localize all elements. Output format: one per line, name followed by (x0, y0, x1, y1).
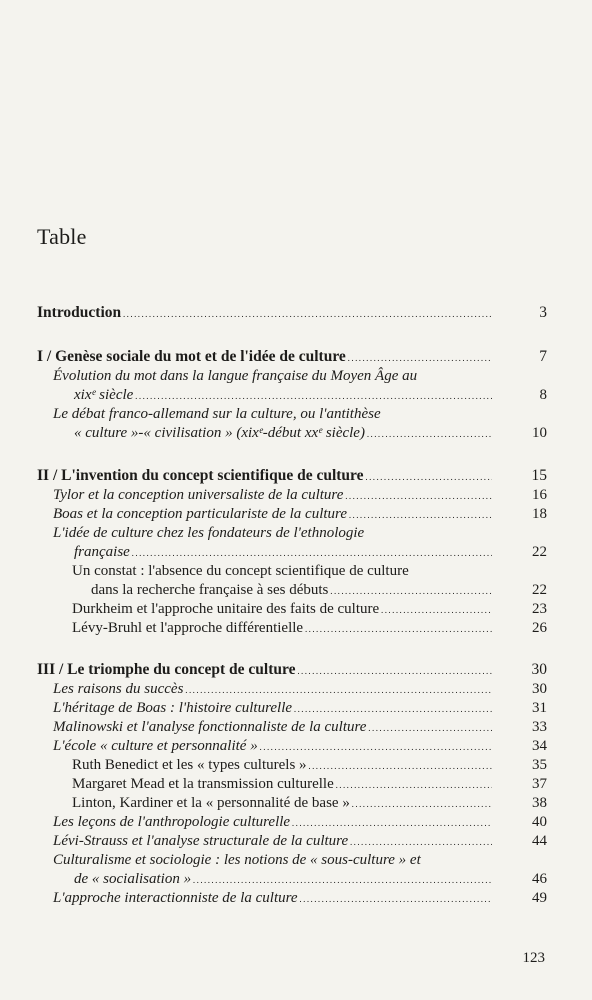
toc-entry-text: de « socialisation » (74, 871, 192, 887)
toc-entry (37, 850, 547, 870)
toc-entry (37, 812, 547, 832)
toc-entry-text: Margaret Mead et la transmission culturelle (72, 776, 334, 792)
toc-entry-text: Ruth Benedict et les « types culturels » (72, 757, 307, 773)
toc-entry-title (37, 504, 492, 524)
toc-entry-text: « culture »-« civilisation » (xixᵉ-début xxᵉ siècle) (74, 425, 365, 441)
toc-entry (37, 303, 547, 323)
toc-entry-text: Les raisons du succès (53, 681, 184, 697)
toc-entry-title (37, 850, 421, 870)
toc-entry-text: Un constat : l'absence du concept scientifique de culture (72, 563, 409, 579)
toc-entry-title (37, 561, 409, 581)
toc-entry-page: 30 (532, 681, 547, 697)
toc-entry (37, 618, 547, 638)
toc-entry (37, 523, 547, 543)
toc-entry-title (37, 366, 417, 386)
toc-entry-title (37, 774, 492, 794)
toc-entry-page: 46 (532, 871, 547, 887)
toc-entry (37, 599, 547, 619)
toc-entry-title (37, 660, 492, 680)
toc-entry-title (37, 755, 492, 775)
toc-entry-title (37, 812, 492, 832)
toc-entry-text: Tylor et la conception universaliste de la culture (53, 487, 344, 503)
toc-entry-title (37, 599, 492, 619)
toc-entry-text: Linton, Kardiner et la « personnalité de base » (72, 795, 350, 811)
toc-entry-page: 15 (531, 467, 547, 484)
toc-entry-text: Lévy-Bruhl et l'approche différentielle (72, 620, 304, 636)
toc-entry-text: Le débat franco-allemand sur la culture, ou l'antithèse (53, 406, 381, 422)
toc-entry (37, 423, 547, 443)
toc-entry (37, 366, 547, 386)
toc-entry-title (37, 385, 492, 405)
toc-entry (37, 485, 547, 505)
toc-entry-text: Les leçons de l'anthropologie culturelle (53, 814, 291, 830)
toc-entry-page: 31 (532, 700, 547, 716)
toc-entry-title (37, 869, 492, 889)
toc-entry (37, 755, 547, 775)
toc-entry-page: 30 (531, 661, 547, 678)
toc-entry-title (37, 466, 492, 486)
toc-entry-text: Malinowski et l'analyse fonctionnaliste de la culture (53, 719, 367, 735)
toc-entry-page: 23 (532, 601, 547, 617)
toc-entry-page: 26 (532, 620, 547, 636)
toc-entry-title (37, 618, 492, 638)
toc-entry (37, 561, 547, 581)
toc-entry (37, 869, 547, 889)
toc-entry-text: II / L'invention du concept scientifique de culture (37, 467, 364, 484)
page-title: Table (37, 224, 87, 249)
toc-entry-page: 49 (532, 890, 547, 906)
toc-entry (37, 385, 547, 405)
toc-entry-text: Culturalisme et sociologie : les notions de « sous-culture » et (53, 852, 421, 868)
toc-entry-text: dans la recherche française à ses débuts (91, 582, 329, 598)
toc-entry (37, 888, 547, 908)
toc-entry (37, 679, 547, 699)
toc-entry-title (37, 793, 492, 813)
toc-entry-page: 37 (532, 776, 547, 792)
toc-entry (37, 466, 547, 486)
toc-entry-text: L'approche interactionniste de la culture (53, 890, 298, 906)
toc-entry-title (37, 831, 492, 851)
toc-entry-text: Évolution du mot dans la langue française du Moyen Âge au (53, 368, 418, 384)
toc-entry (37, 736, 547, 756)
toc-entry (37, 404, 547, 424)
toc-entry-text: française (74, 544, 130, 560)
toc-entry (37, 542, 547, 562)
toc-entry-title (37, 404, 381, 424)
toc-entry-page: 44 (532, 833, 547, 849)
toc-entry (37, 793, 547, 813)
toc-entry (37, 580, 547, 600)
toc-entry (37, 831, 547, 851)
toc-entry-text: L'idée de culture chez les fondateurs de l'ethnologie (53, 525, 365, 541)
toc-entry-page: 40 (532, 814, 547, 830)
toc-entry-text: Introduction (37, 304, 122, 321)
toc-entry (37, 698, 547, 718)
toc-entry-text: Durkheim et l'approche unitaire des faits de culture (72, 601, 380, 617)
toc-entry-title (37, 679, 492, 699)
toc-entry (37, 717, 547, 737)
toc-entry-title (37, 580, 492, 600)
toc-entry-title (37, 542, 492, 562)
toc-entry-page: 38 (532, 795, 547, 811)
toc-entry-text: Boas et la conception particulariste de la culture (53, 506, 347, 522)
toc-entry-page: 10 (532, 425, 547, 441)
toc-entry-page: 8 (539, 387, 547, 403)
toc-entry-page: 35 (532, 757, 547, 773)
toc-entry-text: L'école « culture et personnalité » (53, 738, 258, 754)
toc-entry-title (37, 347, 492, 367)
toc-entry-page: 34 (532, 738, 547, 754)
toc-entry-page: 7 (539, 348, 547, 365)
toc-entry-title (37, 303, 492, 323)
toc-entry-page: 22 (532, 544, 547, 560)
toc-entry-title (37, 523, 364, 543)
toc-entry-title (37, 423, 492, 443)
toc-entry-page: 18 (532, 506, 547, 522)
toc-entry (37, 660, 547, 680)
page-number: 123 (522, 950, 545, 966)
toc-entry-text: xixᵉ siècle (74, 387, 134, 403)
toc-entry (37, 347, 547, 367)
toc-entry-page: 33 (532, 719, 547, 735)
toc-entry-page: 22 (532, 582, 547, 598)
toc-entry-text: I / Genèse sociale du mot et de l'idée de culture (37, 348, 346, 365)
toc-entry-text: L'héritage de Boas : l'histoire culturelle (53, 700, 293, 716)
toc-entry-page: 3 (539, 304, 547, 321)
toc-entry-title (37, 485, 492, 505)
toc-entry-text: Lévi-Strauss et l'analyse structurale de la culture (53, 833, 349, 849)
toc-entry-page: 16 (532, 487, 547, 503)
toc-entry (37, 504, 547, 524)
toc-entry-title (37, 888, 492, 908)
toc-entry-title (37, 736, 492, 756)
toc-entry (37, 774, 547, 794)
toc-entry-title (37, 698, 492, 718)
toc-entry-text: III / Le triomphe du concept de culture (37, 661, 296, 678)
toc-entry-title (37, 717, 492, 737)
